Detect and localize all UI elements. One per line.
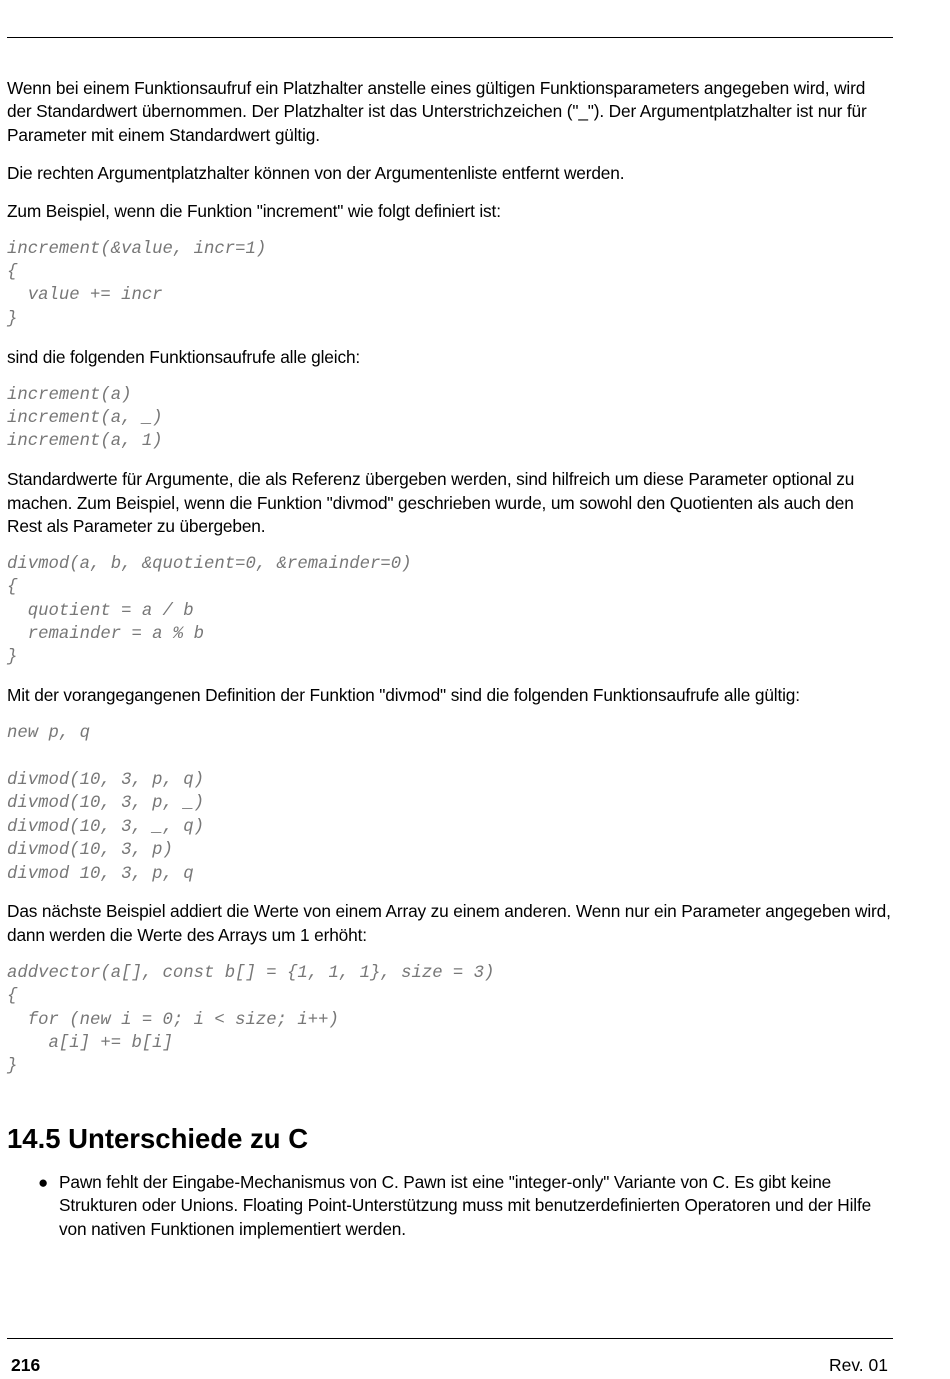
paragraph-placeholder-intro: Wenn bei einem Funktionsaufruf ein Platzhalter anstelle eines gültigen Funktionsparameters angegeben wird, wird der Standardwert übernommen. Der Platzhalter ist das Unterstrichzeichen ("_"). Der Argumentplatzhalter ist nur für Parameter mit einem Standardwert gültig. <box>7 78 867 145</box>
footer-rule <box>7 1338 893 1339</box>
code-line: increment(a) <box>7 385 132 405</box>
paragraph-increment-example: Zum Beispiel, wenn die Funktion "increment" wie folgt definiert ist: <box>7 200 501 221</box>
code-line: { <box>7 987 18 1007</box>
code-line <box>7 746 893 769</box>
code-line: quotient = a / b <box>7 601 194 621</box>
code-line: } <box>7 309 18 329</box>
code-line: divmod(10, 3, p, _) <box>7 794 205 814</box>
header-rule <box>7 37 893 38</box>
paragraph-reference-defaults: Standardwerte für Argumente, die als Referenz übergeben werden, sind hilfreich um diese Parameter optional zu machen. Zum Beispiel, wenn die Funktion "divmod" geschrieben wurde, um sowohl den Quotienten als auch den Rest als Parameter zu übergeben. <box>7 469 855 536</box>
page-content <box>7 77 893 1241</box>
code-line: a[i] += b[i] <box>7 1033 173 1053</box>
code-line: divmod(10, 3, _, q) <box>7 817 205 837</box>
code-line: new p, q <box>7 724 90 744</box>
code-block-divmod-calls <box>7 722 893 886</box>
revision-label: Rev. 01 <box>828 1355 888 1375</box>
paragraph-addvector-example: Das nächste Beispiel addiert die Werte von einem Array zu einem anderen. Wenn nur ein Parameter angegeben wird, dann werden die Werte des Arrays um 1 erhöht: <box>7 901 891 945</box>
list-item-text: Pawn fehlt der Eingabe-Mechanismus von C. Pawn ist eine "integer-only" Variante von C. Es gibt keine Strukturen oder Unions. Floating Point-Unterstützung muss mit benutzerdefinierten Operatoren und der Hilfe von nativen Funktionen implementiert werden. <box>59 1171 872 1239</box>
code-line: for (new i = 0; i < size; i++) <box>7 1010 339 1030</box>
paragraph-divmod-calls: Mit der vorangegangenen Definition der Funktion "divmod" sind die folgenden Funktionsaufrufe alle gültig: <box>7 685 800 706</box>
code-line: divmod(10, 3, p, q) <box>7 771 205 791</box>
code-block-addvector <box>7 962 893 1079</box>
paragraph-equivalent-calls: sind die folgenden Funktionsaufrufe alle gleich: <box>7 346 361 367</box>
code-line: increment(&value, incr=1) <box>7 239 267 259</box>
code-line: addvector(a[], const b[] = {1, 1, 1}, size = 3) <box>7 963 495 983</box>
page-number: 216 <box>11 1355 41 1375</box>
list-item <box>7 1171 893 1241</box>
code-block-increment-definition <box>7 238 893 332</box>
code-line: divmod(a, b, &quotient=0, &remainder=0) <box>7 554 412 574</box>
code-line: { <box>7 578 18 598</box>
bullet-list <box>7 1171 893 1241</box>
code-line: divmod(10, 3, p) <box>7 841 173 861</box>
code-line: divmod 10, 3, p, q <box>7 864 194 884</box>
code-block-increment-calls <box>7 384 893 454</box>
code-line: increment(a, 1) <box>7 432 163 452</box>
code-line: } <box>7 648 18 668</box>
code-line: value += incr <box>7 286 163 306</box>
paragraph-placeholder-removal: Die rechten Argumentplatzhalter können von der Argumentenliste entfernt werden. <box>7 162 625 183</box>
code-line: increment(a, _) <box>7 408 163 428</box>
code-line: { <box>7 262 18 282</box>
code-line: remainder = a % b <box>7 625 205 645</box>
code-block-divmod-definition <box>7 553 893 670</box>
section-heading: 14.5 Unterschiede zu C <box>7 1122 309 1154</box>
bullet-icon: ● <box>38 1172 49 1192</box>
code-line: } <box>7 1057 18 1077</box>
